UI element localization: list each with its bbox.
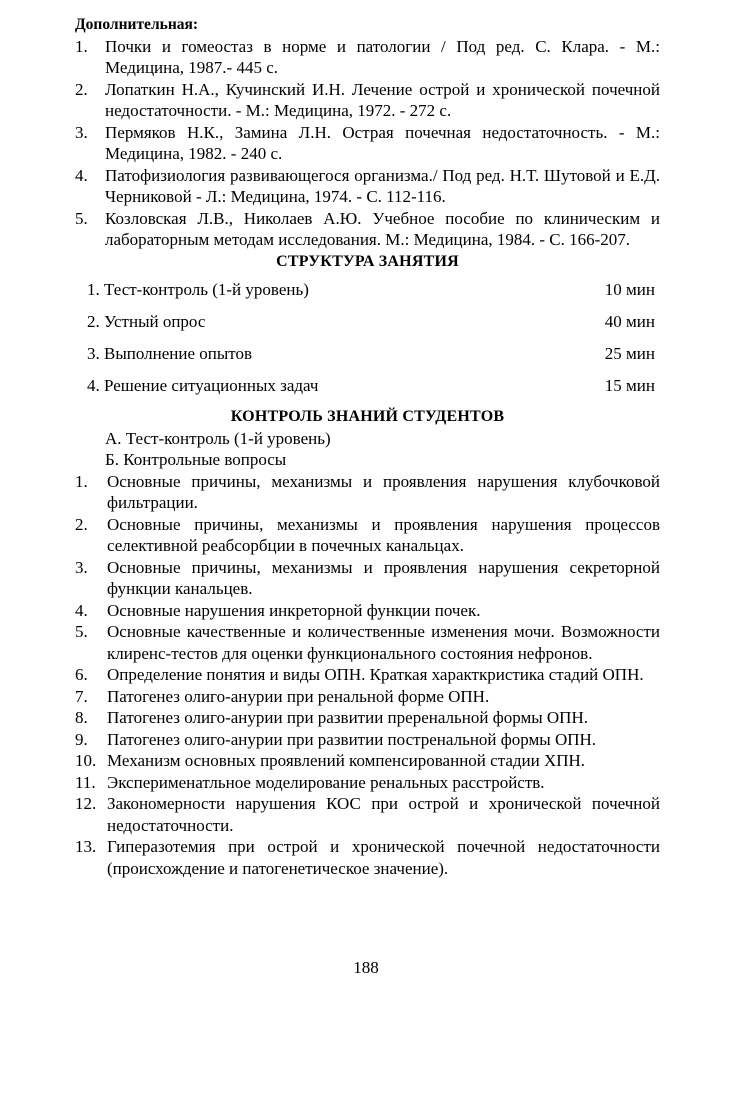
additional-literature-heading: Дополнительная: [75, 16, 199, 33]
question-text: Основные нарушения инкреторной функции почек. [107, 600, 481, 620]
question-text: Основные причины, механизмы и проявления нарушения клубочковой фильтрации. [107, 471, 660, 512]
structure-duration: 15 мин [604, 376, 655, 395]
question-item [75, 750, 660, 772]
structure-item: 1. Тест-контроль (1-й уровень) [87, 280, 309, 299]
structure-heading: СТРУКТУРА ЗАНЯТИЯ [276, 252, 459, 270]
question-number: 7. [75, 686, 88, 706]
question-number: 8. [75, 708, 88, 727]
question-item [75, 514, 660, 557]
question-text: Основные причины, механизмы и проявления нарушения секреторной функции канальцев. [107, 557, 660, 598]
question-text: Закономерности нарушения КОС при острой и хронической почечной недостаточности. [107, 794, 660, 835]
question-item [75, 686, 660, 708]
question-item [75, 664, 660, 686]
reference-item [75, 208, 660, 251]
question-number: 9. [75, 729, 88, 749]
reference-number: 2. [75, 79, 88, 99]
question-item [75, 621, 660, 664]
structure-row [87, 274, 655, 306]
question-number: 13. [75, 837, 97, 856]
page-number: 188 [353, 958, 379, 977]
lesson-structure-table [87, 274, 655, 402]
question-number: 4. [75, 600, 88, 620]
reference-item [75, 79, 660, 122]
structure-row [87, 370, 655, 402]
question-number: 5. [75, 622, 88, 641]
reference-number: 1. [75, 36, 88, 56]
reference-number: 4. [75, 165, 88, 185]
structure-item: 4. Решение ситуационных задач [87, 376, 319, 395]
structure-duration: 40 мин [604, 312, 655, 331]
reference-text: Козловская Л.В., Николаев А.Ю. Учебное пособие по клиническим и лабораторным методам исследования. М.: Медицина, 1984. - С. 166-207. [105, 208, 660, 249]
reference-number: 5. [75, 208, 88, 228]
question-text: Патогенез олиго-анурии при развитии преренальной формы ОПН. [107, 708, 588, 727]
question-item [75, 600, 660, 622]
question-item [75, 707, 660, 729]
question-text: Определение понятия и виды ОПН. Краткая характкристика стадий ОПН. [107, 665, 644, 684]
structure-duration: 25 мин [604, 344, 655, 363]
question-item [75, 729, 660, 751]
question-text: Основные причины, механизмы и проявления нарушения процессов селективной реабсорбции в почечных канальцах. [107, 514, 660, 555]
question-item [75, 471, 660, 514]
structure-row [87, 338, 655, 370]
reference-item [75, 36, 660, 79]
question-item [75, 557, 660, 600]
question-text: Патогенез олиго-анурии при ренальной форме ОПН. [107, 686, 490, 706]
question-text: Патогенез олиго-анурии при развитии постренальной формы ОПН. [107, 729, 597, 749]
reference-item [75, 165, 660, 208]
question-number: 2. [75, 514, 88, 534]
question-text: Основные качественные и количественные изменения мочи. Возможности клиренс-тестов для оценки функционального состояния нефронов. [107, 622, 660, 663]
question-item [75, 772, 660, 794]
control-subheading-b: Б. Контрольные вопросы [105, 450, 287, 469]
question-item [75, 793, 660, 836]
question-text: Гиперазотемия при острой и хронической почечной недостаточности (происхождение и патогенетическое значение). [107, 837, 660, 878]
reference-list [75, 36, 660, 251]
question-text: Эксперименатльное моделирование ренальных расстройств. [107, 772, 545, 792]
question-number: 1. [75, 471, 88, 491]
question-text: Механизм основных проявлений компенсированной стадии ХПН. [107, 751, 586, 770]
question-number: 10. [75, 751, 97, 770]
control-heading: КОНТРОЛЬ ЗНАНИЙ СТУДЕНТОВ [230, 408, 505, 425]
question-number: 12. [75, 794, 97, 813]
reference-text: Пермяков Н.К., Замина Л.Н. Острая почечная недостаточность. - М.: Медицина, 1982. - 240 с. [105, 122, 660, 163]
reference-text: Лопаткин Н.А., Кучинский И.Н. Лечение острой и хронической почечной недостаточности. - М.: Медицина, 1972. - 272 с. [105, 79, 660, 120]
reference-item [75, 122, 660, 165]
question-number: 3. [75, 557, 88, 577]
question-item [75, 836, 660, 879]
structure-row [87, 306, 655, 338]
structure-item: 2. Устный опрос [87, 312, 206, 331]
question-number: 11. [75, 772, 96, 792]
structure-duration: 10 мин [604, 280, 655, 299]
reference-text: Почки и гомеостаз в норме и патологии / Под ред. С. Клара. - М.: Медицина, 1987.- 445 с. [105, 36, 660, 77]
reference-text: Патофизиология развивающегося организма./ Под ред. Н.Т. Шутовой и Е.Д. Черниковой - Л.: Медицина, 1974. - С. 112-116. [105, 165, 660, 206]
page-content [75, 14, 660, 879]
question-list [75, 471, 660, 880]
control-subheading-a: А. Тест-контроль (1-й уровень) [105, 428, 331, 448]
reference-number: 3. [75, 122, 88, 142]
question-number: 6. [75, 665, 88, 684]
structure-item: 3. Выполнение опытов [87, 344, 253, 363]
